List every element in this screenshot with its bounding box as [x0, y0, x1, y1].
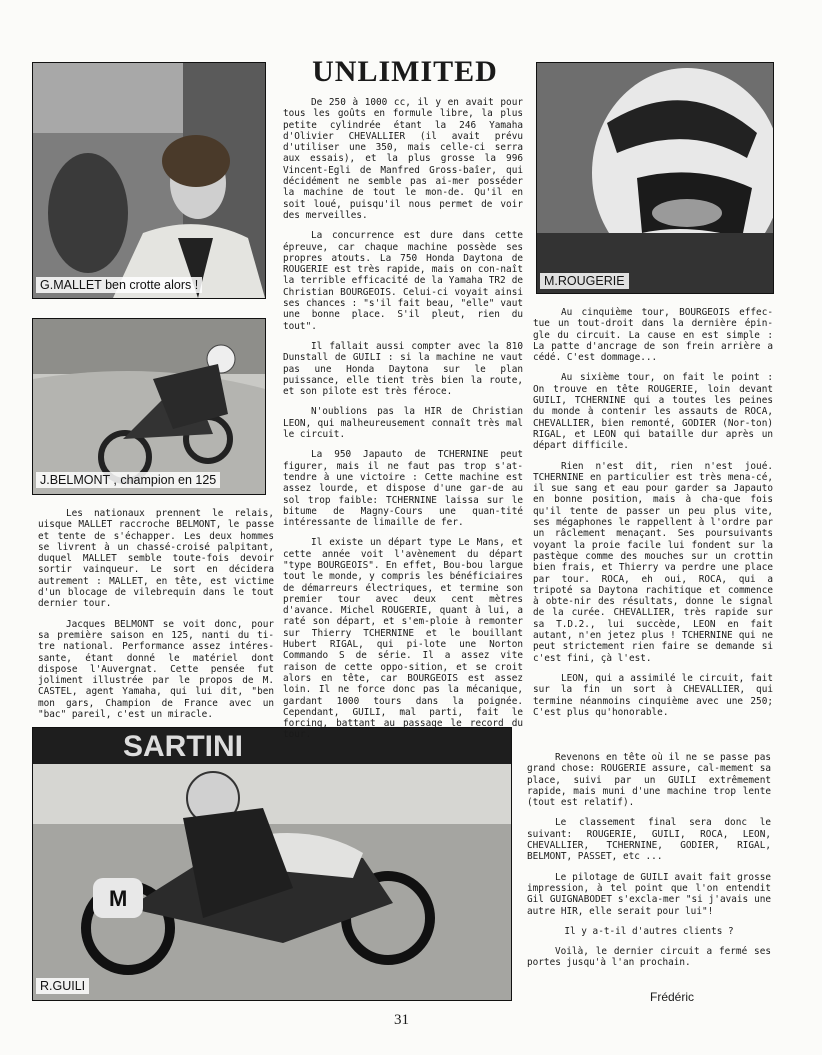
paragraph: La concurrence est dure dans cette épreuve, car chaque machine possède ses propres atouts. La 750 Honda Daytona de ROUGERIE est très rapide, mais on con-naît la terrible efficacité de la Yamaha TR2 de Christian BOURGEOIS. Celui-ci voyait ainsi ses chances : "s'il fait beau, "elle" vaut une bonne place. S'il pleut, rien du tout".: [283, 230, 523, 332]
belmont-racing-image: [33, 319, 265, 494]
page-number: 31: [394, 1012, 409, 1028]
paragraph: Le classement final sera donc le suivant: ROUGERIE, GUILI, ROCA, LEON, CHEVALLIER, TCHERNINE, GODIER, RIGAL, BELMONT, PASSET, etc ...: [527, 817, 771, 863]
paragraph: N'oublions pas la HIR de Christian LEON, qui malheureusement connaît très mal le circuit.: [283, 406, 523, 441]
author-signature: Frédéric: [650, 990, 695, 1004]
right-column-bottom: [527, 752, 771, 978]
paragraph: LEON, qui a assimilé le circuit, fait sur la fin un sort à CHEVALLIER, qui termine néanmoins cinquième avec une 250; C'est plus qu'honorable.: [533, 672, 773, 718]
caption-mallet: G.MALLET ben crotte alors !: [36, 277, 202, 293]
paragraph: Revenons en tête où il ne se passe pas grand chose: ROUGERIE assure, cal-mement sa place, suivi par un GUILI extrêmement rapide, mais muni d'une machine trop lente (tout est relatif).: [527, 752, 771, 809]
guili-racing-image: [33, 728, 511, 1000]
paragraph: La 950 Japauto de TCHERNINE peut figurer, mais il ne faut pas trop s'at-tendre à une victoire : Cette machine est assez lourde, et dispose d'une gar-de au sol trop faible: TCHERNINE laissa sur le bitume de Magny-Cours une quan-tité intéressante de limaille de fer.: [283, 449, 523, 529]
paragraph: Rien n'est dit, rien n'est joué. TCHERNINE en particulier est très mena-cé, il sue sang et eau pour garder sa Japauto en bonne position, mais à cha-que fois qu'il tente de passer un peu plus vite, ses mégaphones le rappellent à l'ordre par un râclement menaçant. Ses poursuivants voyant la proie facile lui fondent sur la pastèque comme des mouches sur un crottin bien frais, et Thierry va perdre une place par tour. ROCA, eh oui, ROCA, qui a tripoté sa Daytona rachitique et commence à obte-nir des résultats, donne le signal de la curée. CHEVALLIER, très rapide sur sa T.D.2., lui succède, LEON en fait autant, n'en jetez plus ! TCHERNINE qui ne peut strictement rien faire se demande si c'est fini, çà l'est.: [533, 460, 773, 664]
paragraph: De 250 à 1000 cc, il y en avait pour tous les goûts en formule libre, la plus petite cylindrée étant la 246 Yamaha d'Olivier CHEVALLIER (il avait prévu d'utiliser une 350, mais celle-ci serra aux essais), et la plus grosse la 996 Vincent-Egli de Manfred Gross-baîer, qui décidément ne semble pas ai-mer posséder la machine de tout le mon-de. Qu'il en soit loué, puisqu'il nous permet de voir des merveilles.: [283, 97, 523, 221]
caption-rougerie: M.ROUGERIE: [540, 273, 629, 289]
paragraph: Il y a-t-il d'autres clients ?: [564, 925, 734, 937]
rougerie-helmet-image: [537, 63, 773, 293]
paragraph: Au cinquième tour, BOURGEOIS effec-tue un tout-droit dans la dernière épin-gle du circuit. La cause en est simple : La patte d'ancrage de son frein arrière a cédé. C'est dommage...: [533, 307, 773, 364]
svg-text:M: M: [109, 886, 128, 911]
svg-text:SARTINI: SARTINI: [123, 730, 243, 763]
paragraph: Le pilotage de GUILI avait fait grosse impression, à tel point que l'on entendit Gil GUIGNABODET s'excla-mer "si j'avais une autre HIR, elle serait pour lui"!: [527, 871, 771, 917]
photo-mallet: [32, 62, 266, 299]
photo-belmont: [32, 318, 266, 495]
photo-rougerie: [536, 62, 774, 294]
right-column-top: [533, 307, 773, 727]
article-title: UNLIMITED: [312, 55, 498, 88]
paragraph: Il fallait aussi compter avec la 810 Dunstall de GUILI : si la machine ne vaut pas une Honda Daytona sur le plan puissance, elle tient très bien la route, et son pilote est très féroce.: [283, 340, 523, 398]
caption-belmont: J.BELMONT , champion en 125: [36, 472, 220, 488]
photo-guili: [32, 727, 512, 1001]
caption-guili: R.GUILI: [36, 978, 89, 994]
mallet-portrait-image: [33, 63, 265, 298]
paragraph: Les nationaux prennent le relais, uisque MALLET raccroche BELMONT, le passe et tente de s'échapper. Les deux hommes se livrent à un chassé-croisé palpitant, duquel MALLET semble toute-fois devoir sortir vainqueur. Le sort en décidera autrement : MALLET, en tête, est victime d'un blocage de vilebrequin dans le tout dernier tour.: [38, 508, 274, 610]
middle-column: [283, 97, 523, 750]
paragraph: Voilà, le dernier circuit a fermé ses portes jusqu'à l'an prochain.: [527, 946, 771, 969]
paragraph: Au sixième tour, on fait le point : On trouve en tête ROUGERIE, loin devant GUILI, TCHERNINE qui a toutes les peines du monde à contenir les assauts de ROCA, CHEVALLIER, bien remonté, GODIER (Nor-ton) RIGAL, et LEON qui bataille dur après un départ difficile.: [533, 372, 773, 452]
left-column: [38, 508, 274, 729]
paragraph: Il existe un départ type Le Mans, et cette année voit l'avènement du départ "type BOURGEOIS". En effet, Bou-bou largue tout le monde, y compris les bénéficiaires de démarreurs électriques, et termine son premier tour avec deux cent mètres d'avance. Michel ROUGERIE, quant à lui, a raté son départ, et s'em-ploie à remonter sur Thierry TCHERNINE et le bouillant Hubert RIGAL, qui pi-lote une Norton Commando S de série. Il a assez vite raison de cette oppo-sition, et se croit alors en tête, car BOURGEOIS est assez loin. Il ne force donc pas la mécanique, gardant 1000 tours dans la poignée. Cependant, GUILI, mal parti, fait le forcing, battant au passage le record du tour.: [283, 537, 523, 741]
paragraph: Jacques BELMONT se voit donc, pour sa première saison en 125, nanti du ti-tre national. Performance assez intéres-sante, étant donné le matériel dont dispose l'Auvergnat. Cette pensée fut joliment illustrée par le propos de M. CASTEL, agent Yamaha, qui lui dit, "ben mon gars, Champion de France avec un "bac" pareil, c'est un miracle.: [38, 618, 274, 721]
